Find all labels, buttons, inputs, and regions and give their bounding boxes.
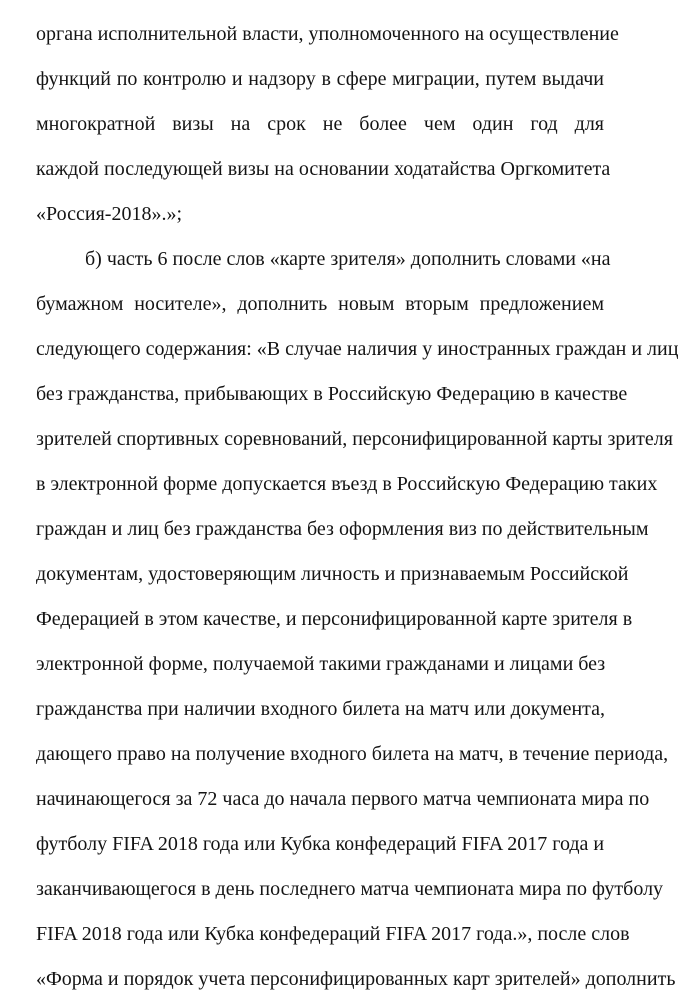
text-line: следующего содержания: «В случае наличия у иностранных граждан и лиц (36, 338, 678, 360)
text-line: документам, удостоверяющим личность и признаваемым Российской (36, 563, 629, 585)
text-line: гражданства при наличии входного билета на матч или документа, (36, 698, 606, 720)
text-line: многократной визы на срок не более чем один год для (36, 113, 604, 135)
text-line: бумажном носителе», дополнить новым вторым предложением (36, 293, 604, 315)
text-line: органа исполнительной власти, уполномоченного на осуществление (36, 23, 619, 45)
text-line: заканчивающегося в день последнего матча чемпионата мира по футболу (36, 878, 664, 900)
text-line: электронной форме, получаемой такими гражданами и лицами без (36, 653, 606, 675)
text-line: начинающегося за 72 часа до начала первого матча чемпионата мира по (36, 788, 650, 810)
text-line: б) часть 6 после слов «карте зрителя» дополнить словами «на (85, 248, 611, 270)
text-line: в электронной форме допускается въезд в Российскую Федерацию таких (36, 473, 658, 495)
text-line: каждой последующей визы на основании ходатайства Оргкомитета (36, 158, 611, 180)
text-line: функций по контролю и надзору в сфере миграции, путем выдачи (36, 68, 604, 90)
text-line: дающего право на получение входного билета на матч, в течение периода, (36, 743, 669, 765)
text-line: «Россия-2018».»; (36, 203, 182, 225)
text-line: «Форма и порядок учета персонифицированных карт зрителей» дополнить (36, 968, 676, 990)
text-line: без гражданства, прибывающих в Российскую Федерацию в качестве (36, 383, 628, 405)
text-line: футболу FIFA 2018 года или Кубка конфедераций FIFA 2017 года и (36, 833, 605, 855)
document-body (36, 12, 678, 1002)
text-line: граждан и лиц без гражданства без оформления виз по действительным (36, 518, 649, 540)
text-line: FIFA 2018 года или Кубка конфедераций FIFA 2017 года.», после слов (36, 923, 630, 945)
text-line: Федерацией в этом качестве, и персонифицированной карте зрителя в (36, 608, 633, 630)
text-line: зрителей спортивных соревнований, персонифицированной карты зрителя (36, 428, 673, 450)
